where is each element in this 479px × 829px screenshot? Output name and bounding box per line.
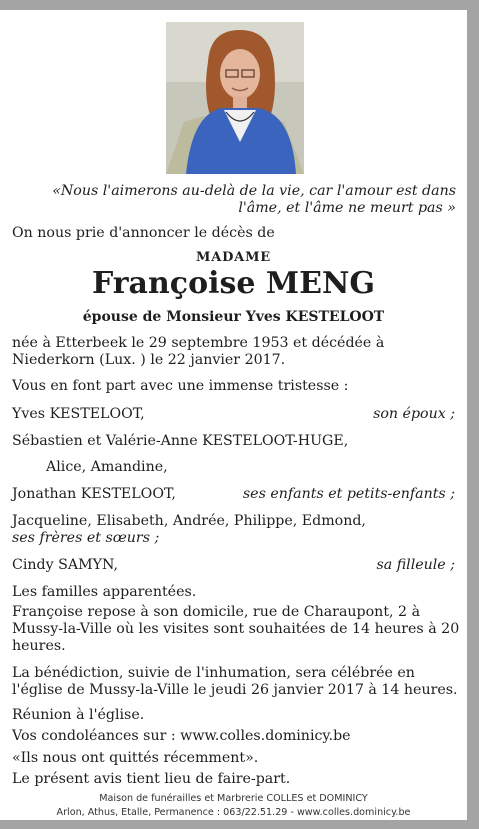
deceased-name: Françoise MENG: [91, 266, 376, 301]
family-member-role: sa filleule ;: [376, 557, 455, 573]
sadness-text: Vous en font part avec une immense tristesse :: [12, 378, 349, 394]
meeting-text: Réunion à l'église.: [12, 707, 145, 723]
portrait-photo: [166, 22, 304, 174]
condolences-text: Vos condoléances sur : www.colles.dominicy.be: [12, 728, 351, 744]
intro-text: On nous prie d'annoncer le décès de: [12, 225, 275, 241]
portrait-illustration: [166, 22, 304, 174]
recent-text: «Ils nous ont quittés récemment».: [12, 750, 259, 766]
obituary-notice: [0, 10, 467, 820]
family-member-name: Yves KESTELOOT,: [12, 406, 145, 422]
family-member-role: ses enfants et petits-enfants ;: [242, 486, 455, 502]
footer-line-1: Maison de funérailles et Marbrerie COLLES et DOMINICY: [99, 793, 368, 804]
family-row: [12, 433, 455, 450]
family-row: [46, 459, 455, 476]
family-row: [12, 406, 455, 423]
memorial-quote: «Nous l'aimerons au-delà de la vie, car l'amour est dans l'âme, et l'âme ne meurt pas »: [52, 183, 456, 216]
family-member-name: Alice, Amandine,: [46, 459, 168, 475]
birth-death-line-2: Niederkorn (Lux. ) le 22 janvier 2017.: [12, 352, 286, 368]
family-member-name: Cindy SAMYN,: [12, 557, 119, 573]
birth-death-line-1: née à Etterbeek le 29 septembre 1953 et décédée à: [12, 335, 385, 351]
rests-paragraph: Françoise repose à son domicile, rue de Charaupont, 2 à Mussy-la-Ville où les visites sont souhaitées de 14 heures à 20 heures.: [12, 604, 460, 654]
family-member-role: son époux ;: [373, 406, 455, 422]
spouse-line: épouse de Monsieur Yves KESTELOOT: [82, 309, 385, 325]
notice-text: Le présent avis tient lieu de faire-part.: [12, 771, 291, 787]
family-member-name: Sébastien et Valérie-Anne KESTELOOT-HUGE,: [12, 433, 349, 449]
family-member-name: Jacqueline, Elisabeth, Andrée, Philippe, Edmond,: [12, 513, 366, 529]
families-text: Les familles apparentées.: [12, 584, 197, 600]
family-member-name: Jonathan KESTELOOT,: [12, 486, 176, 502]
family-member-role: ses frères et sœurs ;: [12, 530, 160, 546]
ceremony-paragraph: La bénédiction, suivie de l'inhumation, sera célébrée en l'église de Mussy-la-Ville le jeudi 26 janvier 2017 à 14 heures.: [12, 665, 458, 698]
footer-line-2: Arlon, Athus, Etalle, Permanence : 063/22.51.29 - www.colles.dominicy.be: [56, 807, 411, 818]
honorific-title: MADAME: [196, 250, 271, 265]
family-row: [12, 557, 455, 574]
family-row: [12, 513, 455, 530]
family-row: [12, 486, 455, 503]
